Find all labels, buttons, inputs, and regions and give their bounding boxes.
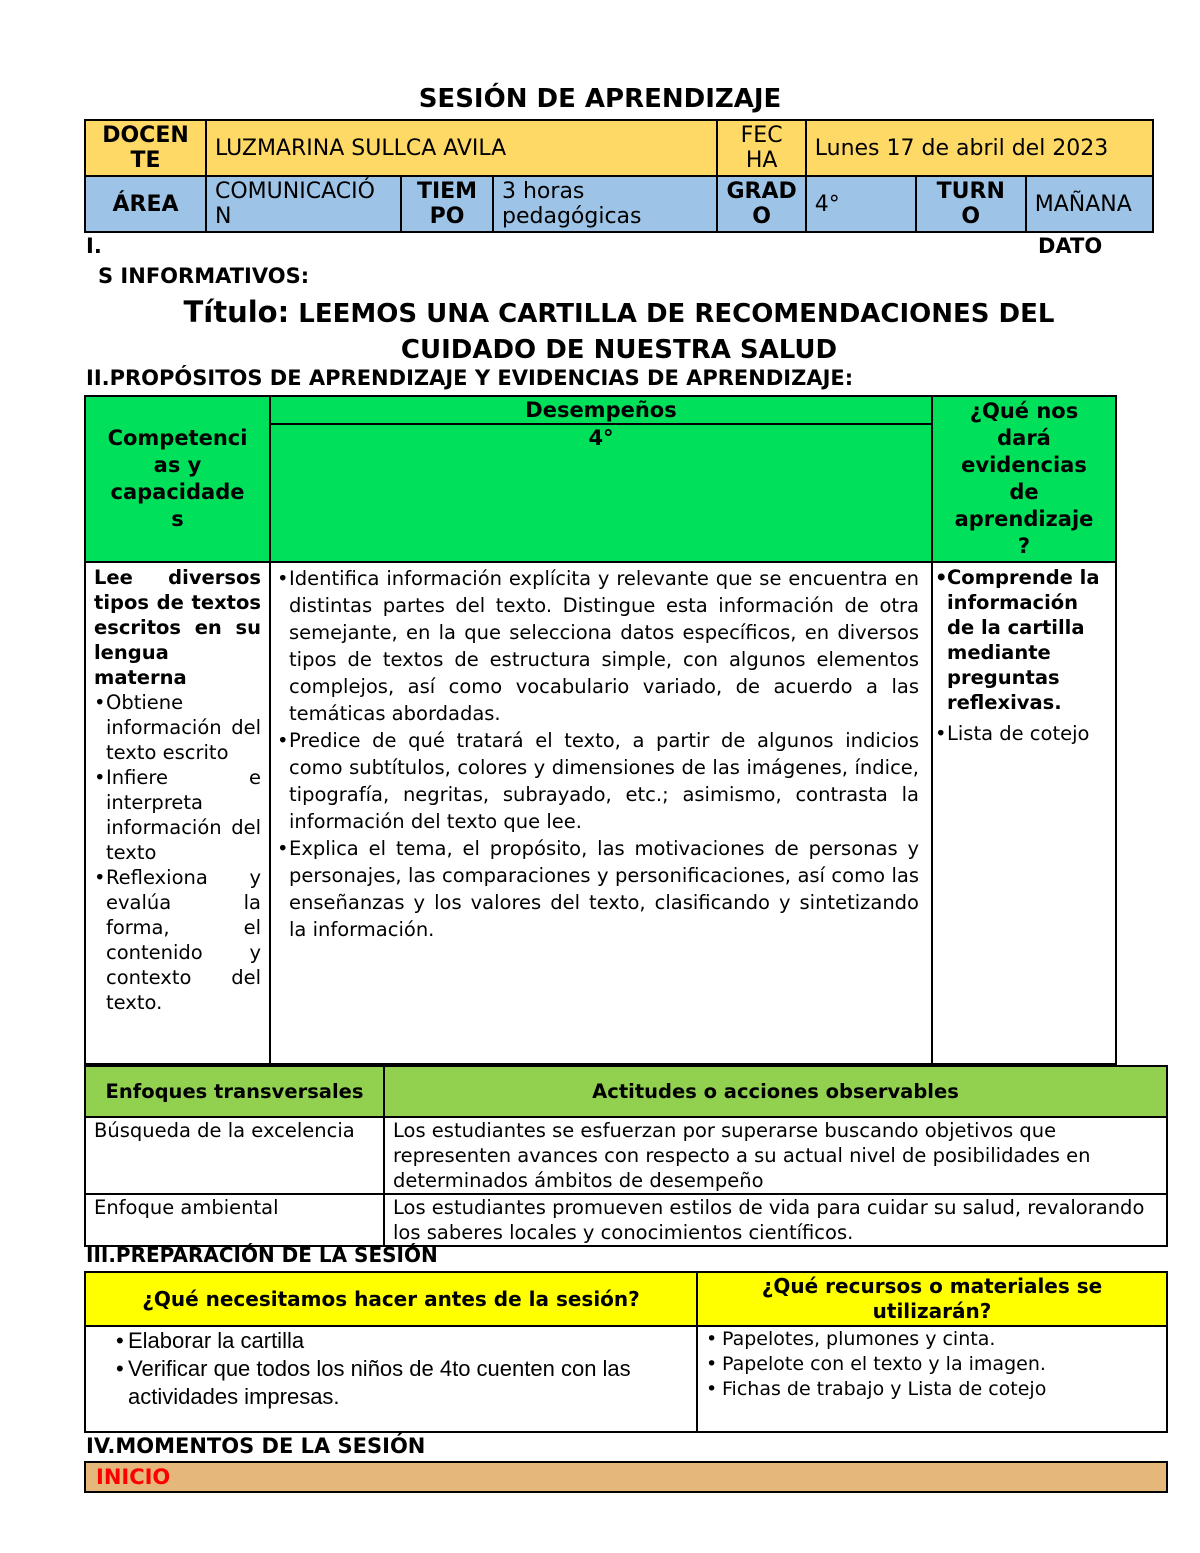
inicio-label: INICIO	[96, 1465, 171, 1489]
list-item: • Elaborar la cartilla	[116, 1327, 688, 1355]
competencia-text: Lee diversos tipos de textos escritos en su lengua materna	[94, 566, 261, 689]
section3-heading: III.PREPARACIÓN DE LA SESIÓN	[86, 1243, 438, 1267]
area-label: ÁREA	[85, 176, 206, 232]
evidencias-cell	[932, 562, 1116, 1064]
purposes-table	[84, 395, 1117, 1065]
evidencias-header: ¿Qué nos dará evidencias de aprendizaje ?	[932, 396, 1116, 562]
list-item: • Obtiene información del texto escrito	[94, 690, 261, 765]
enfoque-desc: Los estudiantes promueven estilos de vida para cuidar su salud, revalorando los saberes locales y conocimientos científicos.	[384, 1194, 1167, 1246]
desempenos-header: Desempeños	[270, 396, 932, 424]
list-item: • Reflexiona y evalúa la forma, el contenido y contexto del texto.	[94, 865, 261, 1015]
enfoque-name: Enfoque ambiental	[85, 1194, 384, 1246]
desempenos-list	[277, 565, 919, 943]
list-item: • Verificar que todos los niños de 4to cuenten con las actividades impresas.	[116, 1355, 688, 1411]
grado-label: GRAD O	[717, 176, 805, 232]
before-header: ¿Qué necesitamos hacer antes de la sesión?	[85, 1272, 697, 1326]
materials-list	[706, 1327, 1158, 1402]
before-list	[116, 1327, 688, 1411]
list-item: • Explica el tema, el propósito, las motivaciones de personas y personajes, las comparaciones y personificaciones, así como las enseñanzas y los valores del texto, clasificando y sintetizando la información.	[277, 835, 919, 943]
grade-cell: 4°	[270, 424, 932, 562]
enfoques-header: Enfoques transversales	[85, 1066, 384, 1117]
list-item: • Papelotes, plumones y cinta.	[706, 1327, 1158, 1352]
before-cell	[85, 1326, 697, 1432]
tiempo-label: TIEM PO	[401, 176, 493, 232]
section4-heading: IV.MOMENTOS DE LA SESIÓN	[86, 1434, 426, 1458]
section1-heading: S INFORMATIVOS:	[98, 264, 310, 288]
competencias-header: Competenci as y capacidade s	[85, 396, 270, 562]
tiempo-value: 3 horas pedagógicas	[493, 176, 717, 232]
header-table	[84, 119, 1154, 233]
list-item: • Identifica información explícita y relevante que se encuentra en distintas partes del texto. Distingue esta información de otra semejante, en la que selecciona datos específicos, en diversos tipos de textos de estructura simple, con algunos elementos complejos, así como vocabulario variado, de acuerdo a las temáticas abordadas.	[277, 565, 919, 727]
list-item: • Papelote con el texto y la imagen.	[706, 1352, 1158, 1377]
area-value: COMUNICACIÓ N	[206, 176, 401, 232]
session-title-label: Título:	[183, 295, 290, 329]
section2-heading: II.PROPÓSITOS DE APRENDIZAJE Y EVIDENCIAS DE APRENDIZAJE:	[86, 366, 854, 390]
docente-label: DOCEN TE	[85, 120, 206, 176]
docente-value: LUZMARINA SULLCA AVILA	[206, 120, 717, 176]
section1-right: DATO	[1038, 234, 1103, 258]
turno-value: MAÑANA	[1026, 176, 1153, 232]
list-item: • Predice de qué tratará el texto, a partir de algunos indicios como subtítulos, colores y dimensiones de las imágenes, índice, tipografía, negritas, subrayado, etc.; asimismo, contrasta la información del texto que lee.	[277, 727, 919, 835]
desempenos-cell	[270, 562, 932, 1064]
fecha-value: Lunes 17 de abril del 2023	[806, 120, 1153, 176]
competencias-cell	[85, 562, 270, 1064]
turno-label: TURN O	[916, 176, 1026, 232]
materials-header: ¿Qué recursos o materiales se utilizarán?	[697, 1272, 1167, 1326]
fecha-label: FEC HA	[717, 120, 805, 176]
actitudes-header: Actitudes o acciones observables	[384, 1066, 1167, 1117]
enfoque-name: Búsqueda de la excelencia	[85, 1117, 384, 1194]
inicio-bar	[84, 1461, 1168, 1493]
grado-value: 4°	[806, 176, 916, 232]
enfoques-table	[84, 1065, 1168, 1247]
enfoque-desc: Los estudiantes se esfuerzan por superarse buscando objetivos que representen avances con respecto a su actual nivel de posibilidades en determinados ámbitos de desempeño	[384, 1117, 1167, 1194]
page-title: SESIÓN DE APRENDIZAJE	[418, 84, 782, 114]
list-item: • Lista de cotejo	[935, 721, 1111, 746]
section1-numeral: I.	[86, 234, 102, 258]
preparation-table	[84, 1271, 1168, 1433]
capacidades-list	[94, 690, 261, 1015]
list-item: • Infiere e interpreta información del texto	[94, 765, 261, 865]
list-item: • Comprende la información de la cartilla mediante preguntas reflexivas.	[935, 565, 1111, 715]
materials-cell	[697, 1326, 1167, 1432]
evidencias-list	[935, 565, 1111, 746]
list-item: • Fichas de trabajo y Lista de cotejo	[706, 1377, 1158, 1402]
session-title: Título: LEEMOS UNA CARTILLA DE RECOMENDACIONES DEL CUIDADO DE NUESTRA SALUD	[183, 295, 1055, 365]
